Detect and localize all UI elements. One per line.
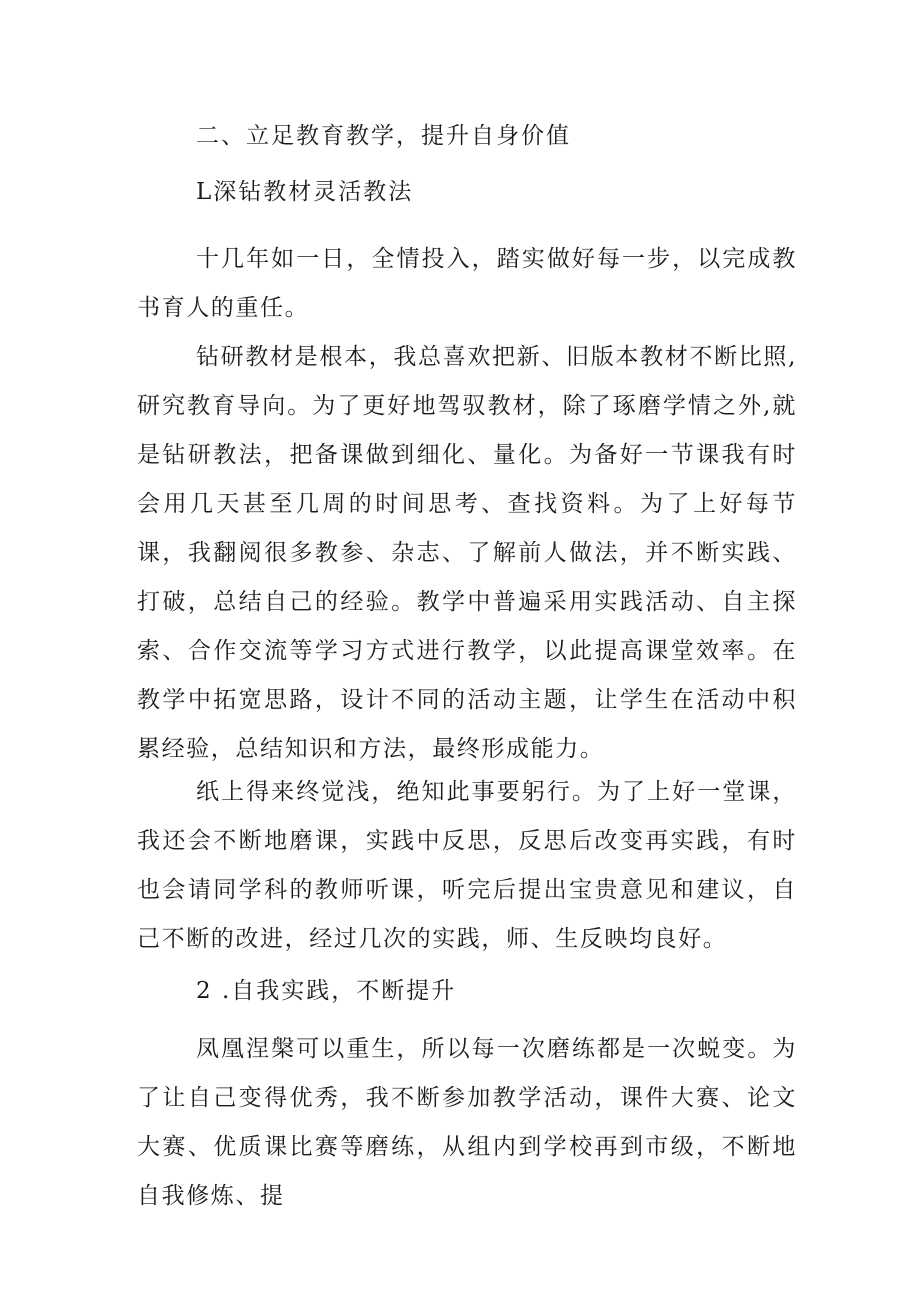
section-heading: 二、立足教育教学，提升自身价值 — [196, 123, 571, 149]
paragraph-practice: 纸上得来终觉浅，绝知此事要躬行。为了上好一堂课，我还会不断地磨课，实践中反思，反思后改变再实践，有时也会请同学科的教师听课，听完后提出宝贵意见和建议，自己不断的改进，经过几次的实践，师、生反映均良好。 — [137, 779, 797, 952]
paragraph-textbook-study: 钻研教材是根本，我总喜欢把新、旧版本教材不断比照,研究教育导向。为了更好地驾驭教材，除了琢磨学情之外,就是钻研教法，把备课做到细化、量化。为备好一节课我有时会用几天甚至几周的时间思考、查找资料。为了上好每节课，我翻阅很多教参、杂志、了解前人做法，并不断实践、打破，总结自己的经验。教学中普遍采用实践活动、自主探索、合作交流等学习方式进行教学，以此提高课堂效率。在教学中拓宽思路，设计不同的活动主题，让学生在活动中积累经验，总结知识和方法，最终形成能力。 — [137, 344, 797, 762]
subsection-heading-two: 2 .自我实践，不断提升 — [196, 978, 457, 1004]
subsection-heading-one: L深钻教材灵活教法 — [196, 179, 414, 205]
paragraph-dedication: 十几年如一日，全情投入，踏实做好每一步，以完成教书育人的重任。 — [137, 246, 797, 321]
paragraph-self-improvement: 凤凰涅槃可以重生，所以每一次磨练都是一次蜕变。为了让自己变得优秀，我不断参加教学活动，课件大赛、论文大赛、优质课比赛等磨练，从组内到学校再到市级，不断地自我修炼、提 — [137, 1036, 797, 1209]
